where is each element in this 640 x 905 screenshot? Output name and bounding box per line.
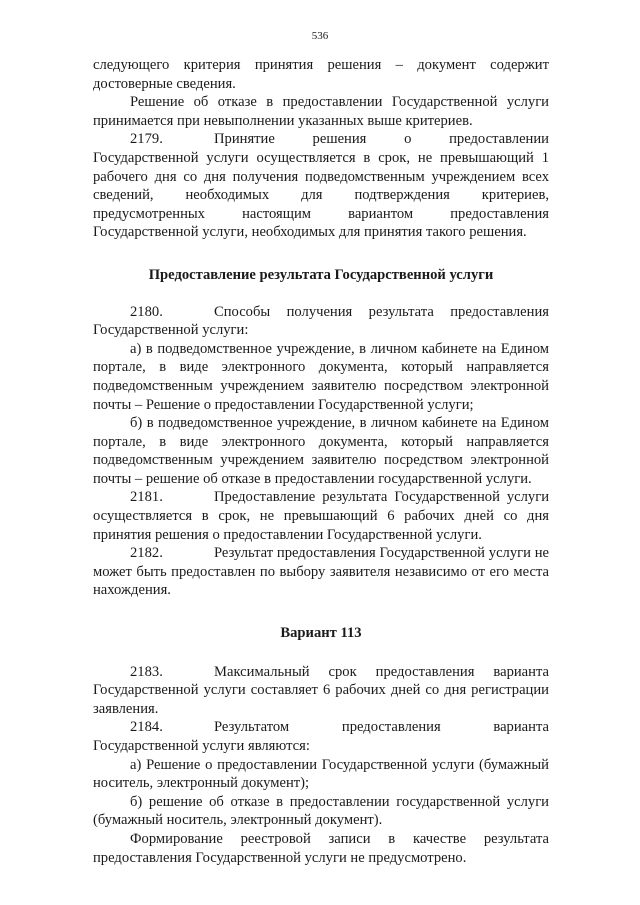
paragraph-number: 2179. <box>130 131 163 148</box>
paragraph-number: 2183. <box>130 663 163 680</box>
paragraph-refusal-decision: Решение об отказе в предоставлении Государственной услуги принимается при невыполнении указанных выше критериев. <box>93 94 549 129</box>
paragraph-text: Результатом предоставления варианта Государственной услуги являются: <box>93 719 549 754</box>
paragraph-2184 <box>93 718 549 755</box>
list-item-a-approval: а) в подведомственное учреждение, в личном кабинете на Едином портале, в виде электронного документа, который направляется подведомственным учреждением заявителю посредством электронной почты – Решение о предоставлении Государственной услуги; <box>93 340 549 413</box>
list-item-a-paper: а) Решение о предоставлении Государственной услуги (бумажный носитель, электронный документ); <box>93 756 549 792</box>
paragraph-2183 <box>93 663 549 719</box>
paragraph-2179 <box>93 130 549 242</box>
page-number: 536 <box>311 30 329 42</box>
list-item-b-refusal: б) в подведомственное учреждение, в личном кабинете на Едином портале, в виде электронного документа, который направляется подведомственным учреждением заявителю посредством электронной почты – решение об отказе в предоставлении государственной услуги. <box>93 415 549 487</box>
paragraph-criterion-continuation: следующего критерия принятия решения – документ содержит достоверные сведения. <box>93 57 549 92</box>
paragraph-text: Принятие решения о предоставлении Государственной услуги осуществляется в срок, не превышающий 1 рабочего дня со дня получения подведомственным учреждением всех сведений, необходимых для подтверждения критериев, предусмотренных настоящим вариантом предоставления Государственной услуги, необходимых для принятия такого решения. <box>93 131 549 241</box>
paragraph-number: 2180. <box>130 303 163 320</box>
paragraph-text: Максимальный срок предоставления варианта Государственной услуги составляет 6 рабочих дней со дня регистрации заявления. <box>93 663 549 717</box>
section-heading-result: Предоставление результата Государственной услуги <box>148 266 494 283</box>
paragraph-registry-record: Формирование реестровой записи в качестве результата предоставления Государственной услуги не предусмотрено. <box>93 830 549 866</box>
list-item-b-paper: б) решение об отказе в предоставлении государственной услуги (бумажный носитель, электронный документ). <box>93 793 549 829</box>
paragraph-text: Результат предоставления Государственной услуги не может быть предоставлен по выбору заявителя независимо от его места нахождения. <box>93 545 549 599</box>
paragraph-2182 <box>93 544 549 600</box>
paragraph-text: Способы получения результата предоставления Государственной услуги: <box>93 303 549 339</box>
document-body <box>93 56 549 867</box>
paragraph-2181 <box>93 488 549 544</box>
paragraph-2180 <box>93 303 549 340</box>
section-heading-variant: Вариант 113 <box>280 625 362 642</box>
paragraph-number: 2181. <box>130 489 163 506</box>
paragraph-number: 2182. <box>130 545 163 562</box>
paragraph-text: Предоставление результата Государственной услуги осуществляется в срок, не превышающий 6 рабочих дней со дня принятия решения о предоставлении Государственной услуги. <box>93 489 549 543</box>
paragraph-number: 2184. <box>130 719 163 736</box>
